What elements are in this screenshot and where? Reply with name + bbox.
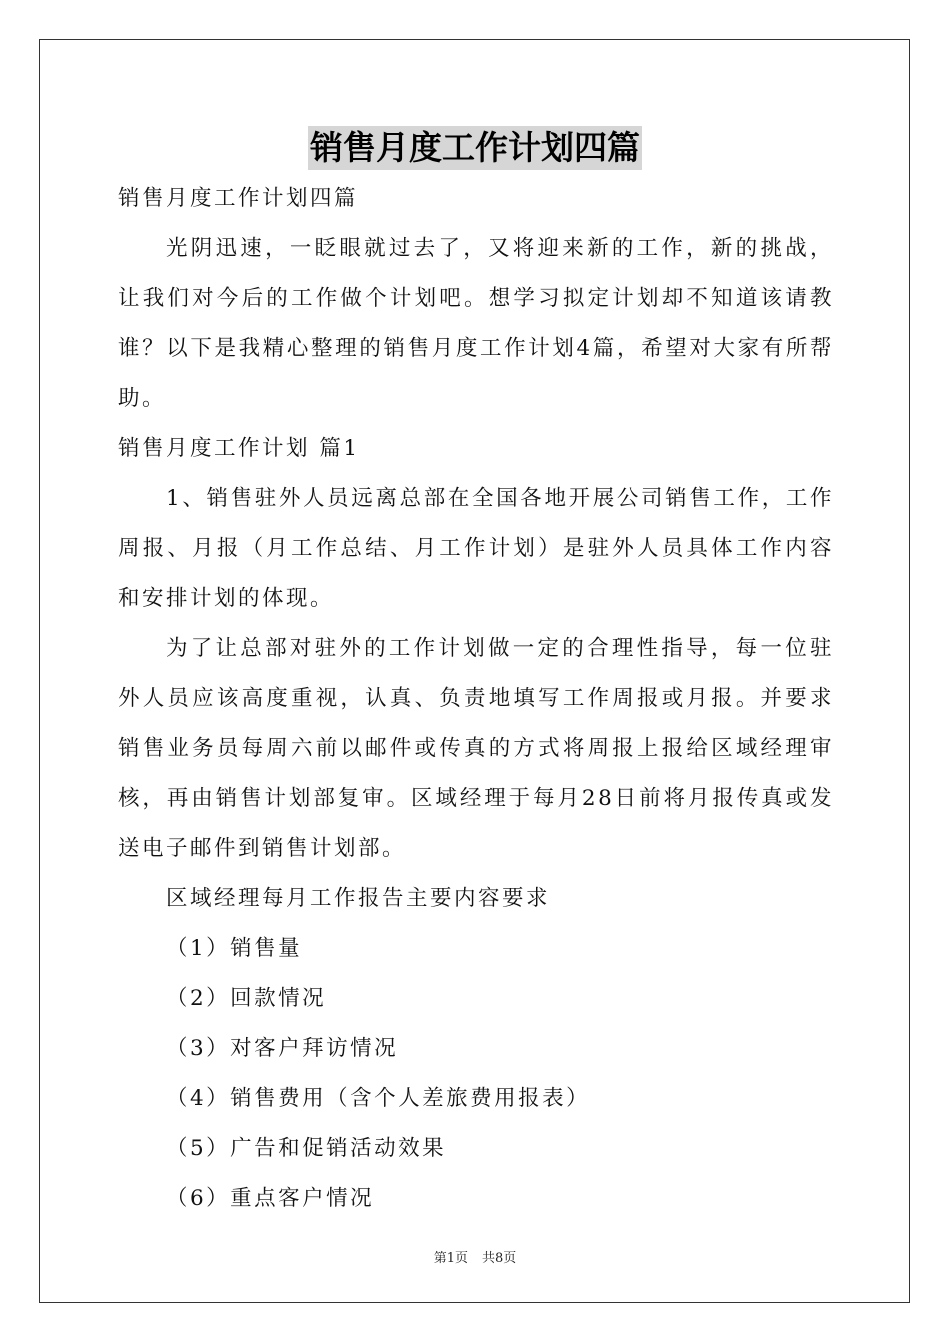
document-body: [118, 174, 834, 1224]
list-item: （1）销售量: [166, 936, 303, 961]
title-container: [0, 126, 950, 170]
page-footer: [0, 1247, 950, 1266]
list-item: （2）回款情况: [166, 986, 327, 1011]
list-heading: 区域经理每月工作报告主要内容要求: [166, 886, 551, 911]
subtitle-line: 销售月度工作计划四篇: [118, 186, 359, 211]
list-item: （3）对客户拜访情况: [166, 1036, 399, 1061]
page-number: 第1页: [433, 1251, 468, 1266]
body-paragraph: 1、销售驻外人员远离总部在全国各地开展公司销售工作，工作周报、月报（月工作总结、月工作计划）是驻外人员具体工作内容和安排计划的体现。: [118, 486, 834, 611]
page-total: 共8页: [482, 1251, 517, 1266]
section-heading: 销售月度工作计划 篇1: [118, 436, 360, 461]
list-item: （6）重点客户情况: [166, 1186, 375, 1211]
document-title: 销售月度工作计划四篇: [308, 126, 642, 170]
list-item: （5）广告和促销活动效果: [166, 1136, 447, 1161]
intro-paragraph: 光阴迅速，一眨眼就过去了，又将迎来新的工作，新的挑战，让我们对今后的工作做个计划吧。想学习拟定计划却不知道该请教谁？以下是我精心整理的销售月度工作计划4篇，希望对大家有所帮助。: [118, 236, 834, 411]
list-item: （4）销售费用（含个人差旅费用报表）: [166, 1086, 591, 1111]
body-paragraph: 为了让总部对驻外的工作计划做一定的合理性指导，每一位驻外人员应该高度重视，认真、负责地填写工作周报或月报。并要求销售业务员每周六前以邮件或传真的方式将周报上报给区域经理审核，再由销售计划部复审。区域经理于每月28日前将月报传真或发送电子邮件到销售计划部。: [118, 636, 834, 861]
